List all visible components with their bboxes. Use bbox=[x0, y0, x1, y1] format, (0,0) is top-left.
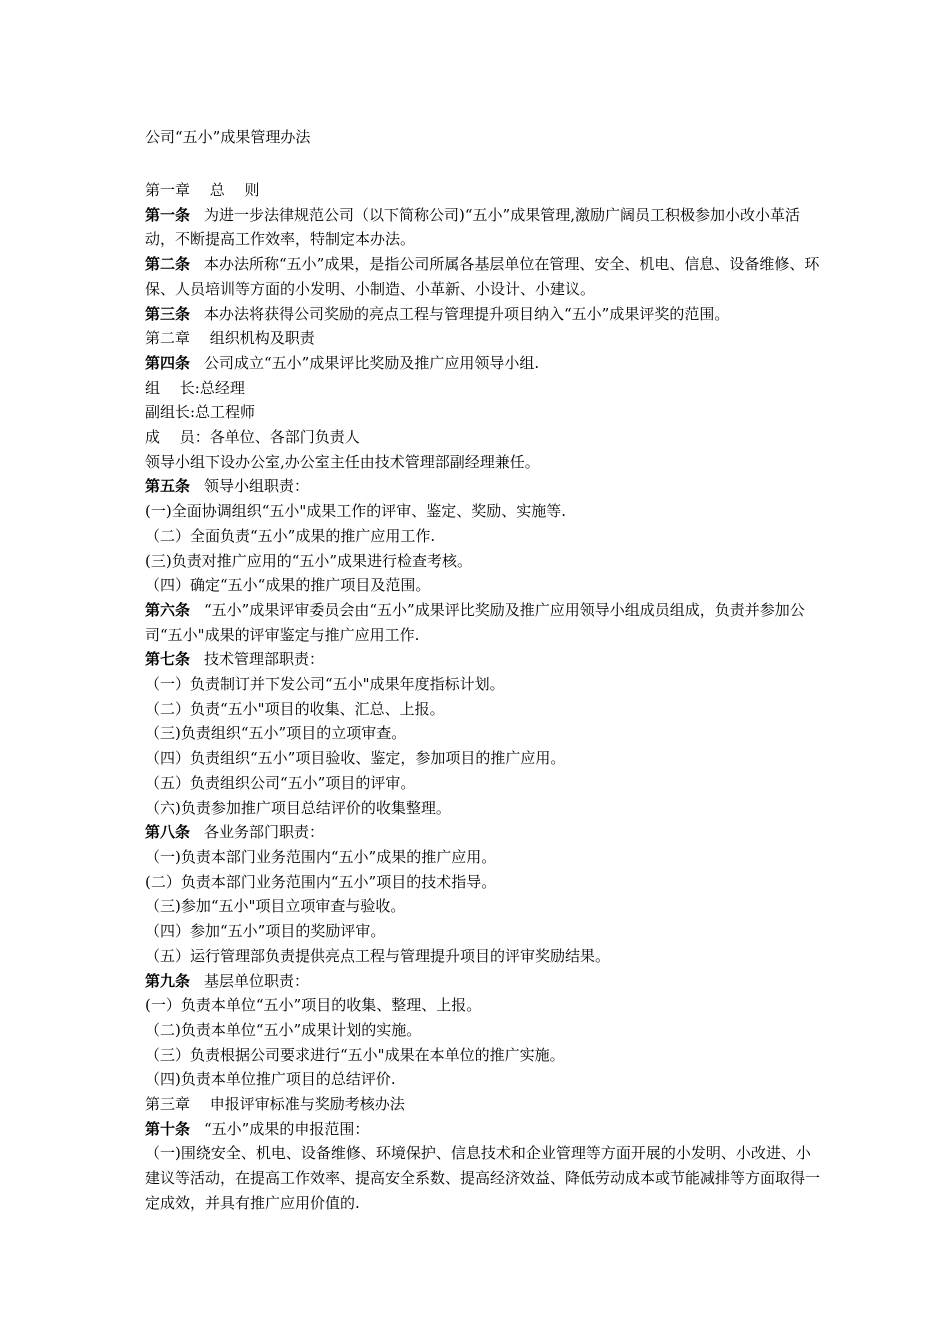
article-9 bbox=[145, 969, 825, 994]
article-5 bbox=[145, 474, 825, 499]
article-text: 领导小组职责： bbox=[204, 477, 310, 496]
document-body bbox=[145, 178, 825, 1216]
article-2 bbox=[145, 252, 825, 301]
vice-leader-line: 副组长:总工程师 bbox=[145, 403, 256, 422]
article-text: 各业务部门职责： bbox=[204, 823, 325, 842]
article-label: 第二条 bbox=[145, 255, 191, 274]
article-7 bbox=[145, 647, 825, 672]
list-item: (二）负责本部门业务范围内“五小”项目的技术指导。 bbox=[145, 872, 497, 891]
article-label: 第八条 bbox=[145, 823, 191, 842]
office-line: 领导小组下设办公室,办公室主任由技术管理部副经理兼任。 bbox=[145, 452, 540, 471]
chapter-heading: 第二章 组织机构及职责 bbox=[145, 329, 315, 348]
list-item: (一）负责本单位“五小”项目的收集、整理、上报。 bbox=[145, 996, 482, 1015]
list-item: （四）参加“五小”项目的奖励评审。 bbox=[145, 922, 386, 941]
list-item: （三)参加“五小"项目立项审查与验收。 bbox=[145, 897, 406, 916]
article-label: 第五条 bbox=[145, 477, 191, 496]
article-label: 第六条 bbox=[145, 600, 191, 619]
article-text: 基层单位职责： bbox=[204, 971, 310, 990]
article-text: 本办法所称“五小”成果，是指公司所属各基层单位在管理、安全、机电、信息、设备维修、环保、人员培训等方面的小发明、小制造、小革新、小设计、小建议。 bbox=[145, 255, 820, 298]
article-4 bbox=[145, 351, 825, 376]
list-item: (一)全面协调组织“五小"成果工作的评审、鉴定、奖励、实施等. bbox=[145, 502, 567, 521]
list-item: （三)负责组织“五小”项目的立项审查。 bbox=[145, 724, 407, 743]
article-label: 第十条 bbox=[145, 1119, 191, 1138]
article-text: 公司成立“五小”成果评比奖励及推广应用领导小组. bbox=[204, 353, 540, 372]
list-item: （四）确定“五小“成果的推广项目及范围。 bbox=[145, 576, 431, 595]
list-item: （五）运行管理部负责提供亮点工程与管理提升项目的评审奖励结果。 bbox=[145, 946, 611, 965]
article-1 bbox=[145, 203, 825, 252]
list-item: （二)负责本单位“五小”成果计划的实施。 bbox=[145, 1020, 422, 1039]
list-item: （一）负责制订并下发公司“五小"成果年度指标计划。 bbox=[145, 675, 505, 694]
list-item: （六)负责参加推广项目总结评价的收集整理。 bbox=[145, 798, 451, 817]
leader-line: 组 长:总经理 bbox=[145, 378, 245, 397]
article-label: 第三条 bbox=[145, 304, 191, 323]
list-item: （二）负责“五小"项目的收集、汇总、上报。 bbox=[145, 699, 445, 718]
chapter-heading: 第三章 申报评审标准与奖励考核办法 bbox=[145, 1095, 405, 1114]
list-item: （五）负责组织公司“五小”项目的评审。 bbox=[145, 773, 416, 792]
list-item: （四）负责组织“五小”项目验收、鉴定，参加项目的推广应用。 bbox=[145, 749, 566, 768]
chapter-heading: 第一章 总 则 bbox=[145, 181, 260, 199]
document-title: 公司“五小”成果管理办法 bbox=[145, 128, 311, 146]
list-item: （四)负责本单位推广项目的总结评价. bbox=[145, 1070, 396, 1089]
members-line: 成 员：各单位、各部门负责人 bbox=[145, 428, 360, 447]
article-8 bbox=[145, 820, 825, 845]
list-item: （一)负责本部门业务范围内“五小”成果的推广应用。 bbox=[145, 847, 497, 866]
article-label: 第四条 bbox=[145, 353, 191, 372]
article-text: 为进一步法律规范公司（以下简称公司)“五小”成果管理,激励广阔员工积极参加小改小革活动，不断提高工作效率，特制定本办法。 bbox=[145, 205, 800, 249]
list-item: （一)围绕安全、机电、设备维修、环境保护、信息技术和企业管理等方面开展的小发明、小改进、小建议等活动，在提高工作效率、提高安全系数、提高经济效益、降低劳动成本或节能减排等方面取得一定成效，并具有推广应用价值的. bbox=[145, 1144, 821, 1212]
list-item: （三）负责根据公司要求进行“五小"成果在本单位的推广实施。 bbox=[145, 1045, 565, 1064]
article-label: 第七条 bbox=[145, 650, 191, 669]
article-text: 本办法将获得公司奖励的亮点工程与管理提升项目纳入“五小”成果评奖的范围。 bbox=[204, 304, 730, 323]
article-3 bbox=[145, 302, 825, 327]
article-label: 第一条 bbox=[145, 205, 191, 224]
list-item: (三)负责对推广应用的“五小”成果进行检查考核。 bbox=[145, 551, 473, 570]
article-text: “五小”成果的申报范围： bbox=[204, 1119, 370, 1138]
list-item: （二）全面负责“五小”成果的推广应用工作. bbox=[145, 526, 436, 545]
article-label: 第九条 bbox=[145, 971, 191, 990]
article-text: 技术管理部职责： bbox=[204, 650, 325, 669]
article-6 bbox=[145, 598, 825, 647]
article-text: “五小”成果评审委员会由“五小”成果评比奖励及推广应用领导小组成员组成，负责并参加公司“五小"成果的评审鉴定与推广应用工作. bbox=[145, 600, 805, 644]
article-10 bbox=[145, 1117, 825, 1142]
